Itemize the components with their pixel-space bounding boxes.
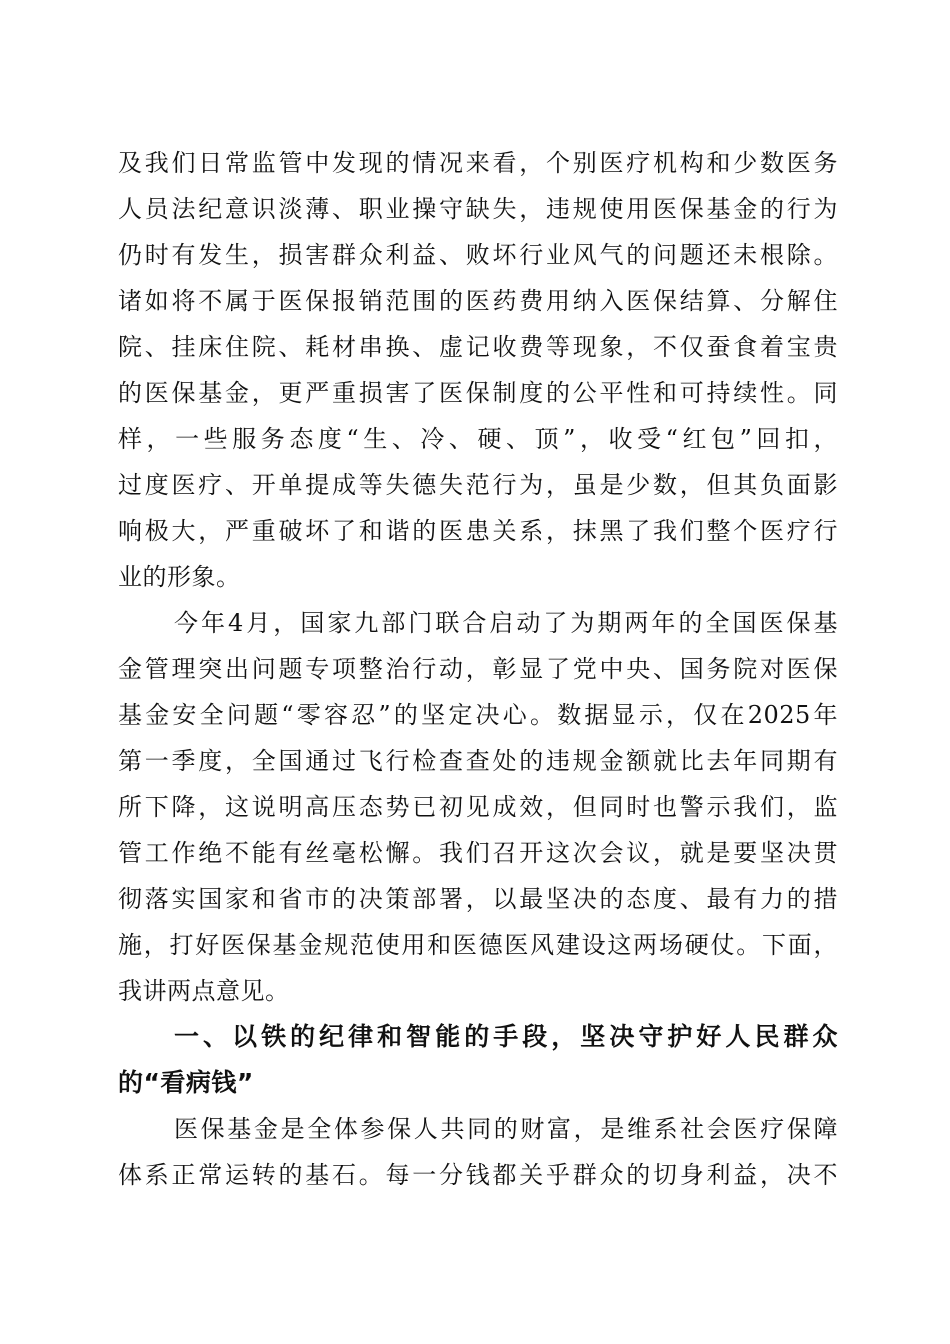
text-line: 诸如将不属于医保报销范围的医药费用纳入医保结算、分解住 — [118, 287, 838, 315]
text-line: 医保基金是全体参保人共同的财富，是维系社会医疗保障 — [174, 1115, 838, 1143]
text-line: 人员法纪意识淡薄、职业操守缺失，违规使用医保基金的行为 — [118, 195, 838, 223]
text-line: 体系正常运转的基石。每一分钱都关乎群众的切身利益，决不 — [118, 1161, 838, 1189]
section-heading: 的“看病钱” — [118, 1068, 254, 1097]
document-body — [118, 140, 838, 1198]
text-line: 仍时有发生，损害群众利益、败坏行业风气的问题还未根除。 — [118, 241, 838, 269]
text-line: 业的形象。 — [118, 563, 241, 591]
text-line: 今年4月，国家九部门联合启动了为期两年的全国医保基 — [174, 609, 838, 637]
text-line: 所下降，这说明高压态势已初见成效，但同时也警示我们，监 — [118, 793, 838, 821]
text-line: 施，打好医保基金规范使用和医德医风建设这两场硬仗。下面， — [118, 931, 838, 959]
text-line: 我讲两点意见。 — [118, 977, 290, 1005]
text-line: 及我们日常监管中发现的情况来看，个别医疗机构和少数医务 — [118, 149, 838, 177]
text-line: 响极大，严重破坏了和谐的医患关系，抹黑了我们整个医疗行 — [118, 517, 838, 545]
text-line: 金管理突出问题专项整治行动，彰显了党中央、国务院对医保 — [118, 655, 838, 683]
text-line: 管工作绝不能有丝毫松懈。我们召开这次会议，就是要坚决贯 — [118, 839, 838, 867]
text-line: 第一季度，全国通过飞行检查查处的违规金额就比去年同期有 — [118, 747, 838, 775]
text-line: 院、挂床住院、耗材串换、虚记收费等现象，不仅蚕食着宝贵 — [118, 333, 838, 361]
section-heading: 一、以铁的纪律和智能的手段，坚决守护好人民群众 — [174, 1022, 838, 1051]
text-line: 彻落实国家和省市的决策部署，以最坚决的态度、最有力的措 — [118, 885, 838, 913]
text-line: 的医保基金，更严重损害了医保制度的公平性和可持续性。同 — [118, 379, 838, 407]
text-line: 过度医疗、开单提成等失德失范行为，虽是少数，但其负面影 — [118, 471, 838, 499]
text-line: 基金安全问题“零容忍”的坚定决心。数据显示，仅在2025年 — [118, 701, 838, 729]
text-line: 样，一些服务态度“生、冷、硬、顶”，收受“红包”回扣， — [118, 425, 838, 453]
